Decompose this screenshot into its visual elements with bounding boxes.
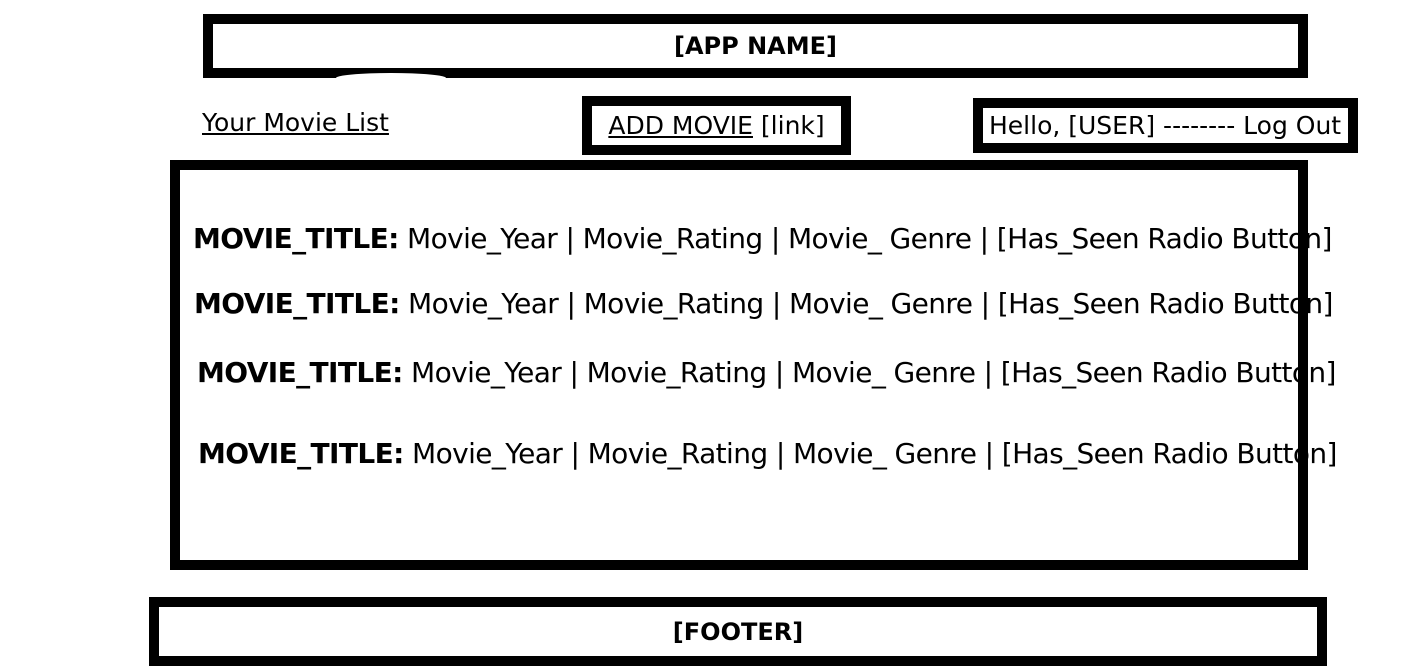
movie-details: Movie_Year | Movie_Rating | Movie_ Genre | [Has_Seen Radio Button]	[399, 287, 1333, 320]
app-footer	[149, 597, 1327, 666]
movie-row	[197, 356, 1336, 389]
app-name: [APP NAME]	[674, 32, 837, 60]
movie-details: Movie_Year | Movie_Rating | Movie_ Genre | [Has_Seen Radio Button]	[403, 437, 1337, 470]
logout-link[interactable]: Log Out	[1243, 111, 1342, 140]
add-movie-suffix: [link]	[752, 111, 825, 140]
your-movie-list-link[interactable]: Your Movie List	[202, 108, 389, 137]
add-movie-link[interactable]: ADD MOVIE	[608, 111, 753, 140]
footer-label: [FOOTER]	[672, 617, 804, 646]
user-greeting: Hello, [USER] --------	[989, 111, 1244, 140]
app-header	[203, 14, 1308, 78]
movie-row	[193, 222, 1332, 255]
movie-title: MOVIE_TITLE:	[193, 222, 399, 255]
movie-details: Movie_Year | Movie_Rating | Movie_ Genre | [Has_Seen Radio Button]	[398, 222, 1332, 255]
movie-details: Movie_Year | Movie_Rating | Movie_ Genre | [Has_Seen Radio Button]	[402, 356, 1336, 389]
add-movie-box	[582, 96, 851, 155]
movie-title: MOVIE_TITLE:	[194, 287, 400, 320]
movie-title: MOVIE_TITLE:	[198, 437, 404, 470]
movie-list-panel	[170, 160, 1337, 570]
movie-title: MOVIE_TITLE:	[197, 356, 403, 389]
movie-row	[194, 287, 1333, 320]
header-decoration	[336, 73, 446, 83]
movie-row	[198, 437, 1337, 470]
user-box	[973, 98, 1358, 153]
